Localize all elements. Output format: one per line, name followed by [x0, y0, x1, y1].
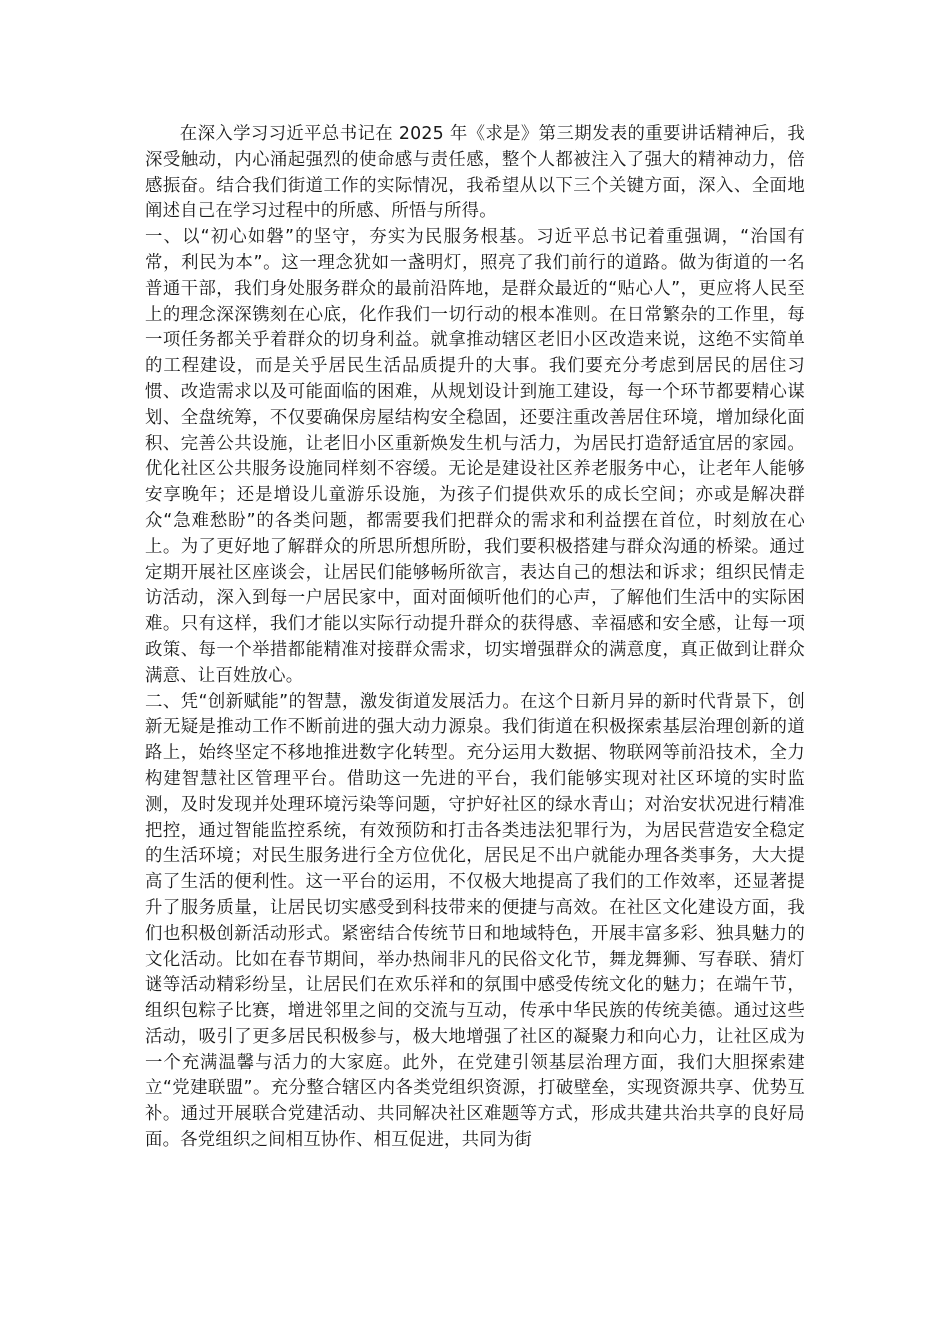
section-2-paragraph: 二、凭“创新赋能”的智慧，激发街道发展活力。在这个日新月异的新时代背景下，创新无疑是推动工作不断前进的强大动力源泉。我们街道在积极探索基层治理创新的道路上，始终坚定不移地推进数字化转型。充分运用大数据、物联网等前沿技术，全力构建智慧社区管理平台。借助这一先进的平台，我们能够实现对社区环境的实时监测，及时发现并处理环境污染等问题，守护好社区的绿水青山；对治安状况进行精准把控，通过智能监控系统，有效预防和打击各类违法犯罪行为，为居民营造安全稳定的生活环境；对民生服务进行全方位优化，居民足不出户就能办理各类事务，大大提高了生活的便利性。这一平台的运用，不仅极大地提高了我们的工作效率，还显著提升了服务质量，让居民切实感受到科技带来的便捷与高效。在社区文化建设方面，我们也积极创新活动形式。紧密结合传统节日和地域特色，开展丰富多彩、独具魅力的文化活动。比如在春节期间，举办热闹非凡的民俗文化节，舞龙舞狮、写春联、猜灯谜等活动精彩纷呈，让居民们在欢乐祥和的氛围中感受传统文化的魅力；在端午节，组织包粽子比赛，增进邻里之间的交流与互动，传承中华民族的传统美德。通过这些活动，吸引了更多居民积极参与，极大地增强了社区的凝聚力和向心力，让社区成为一个充满温馨与活力的大家庭。此外，在党建引领基层治理方面，我们大胆探索建立“党建联盟”。充分整合辖区内各类党组织资源，打破壁垒，实现资源共享、优势互补。通过开展联合党建活动、共同解决社区难题等方式，形成共建共治共享的良好局面。各党组织之间相互协作、相互促进，共同为街 — [145, 691, 805, 1151]
document-page — [145, 122, 805, 1154]
intro-paragraph: 在深入学习习近平总书记在 2025 年《求是》第三期发表的重要讲话精神后，我深受触动，内心涌起强烈的使命感与责任感，整个人都被注入了强大的精神动力，倍感振奋。结合我们街道工作的实际情况，我希望从以下三个关键方面，深入、全面地阐述自己在学习过程中的所感、所悟与所得。 — [145, 124, 805, 222]
section-1-paragraph: 一、以“初心如磐”的坚守，夯实为民服务根基。习近平总书记着重强调，“治国有常，利民为本”。这一理念犹如一盏明灯，照亮了我们前行的道路。做为街道的一名普通干部，我们身处服务群众的最前沿阵地，是群众最近的“贴心人”，更应将人民至上的理念深深镌刻在心底，化作我们一切行动的根本准则。在日常繁杂的工作里，每一项任务都关乎着群众的切身利益。就拿推动辖区老旧小区改造来说，这绝不实简单的工程建设，而是关乎居民生活品质提升的大事。我们要充分考虑到居民的居住习惯、改造需求以及可能面临的困难，从规划设计到施工建设，每一个环节都要精心谋划、全盘统筹，不仅要确保房屋结构安全稳固，还要注重改善居住环境，增加绿化面积、完善公共设施，让老旧小区重新焕发生机与活力，为居民打造舒适宜居的家园。优化社区公共服务设施同样刻不容缓。无论是建设社区养老服务中心，让老年人能够安享晚年；还是增设儿童游乐设施，为孩子们提供欢乐的成长空间；亦或是解决群众“急难愁盼”的各类问题，都需要我们把群众的需求和利益摆在首位，时刻放在心上。为了更好地了解群众的所思所想所盼，我们要积极搭建与群众沟通的桥梁。通过定期开展社区座谈会，让居民们能够畅所欲言，表达自己的想法和诉求；组织民情走访活动，深入到每一户居民家中，面对面倾听他们的心声，了解他们生活中的实际困难。只有这样，我们才能以实际行动提升群众的获得感、幸福感和安全感，让每一项政策、每一个举措都能精准对接群众需求，切实增强群众的满意度，真正做到让群众满意、让百姓放心。 — [145, 227, 805, 686]
